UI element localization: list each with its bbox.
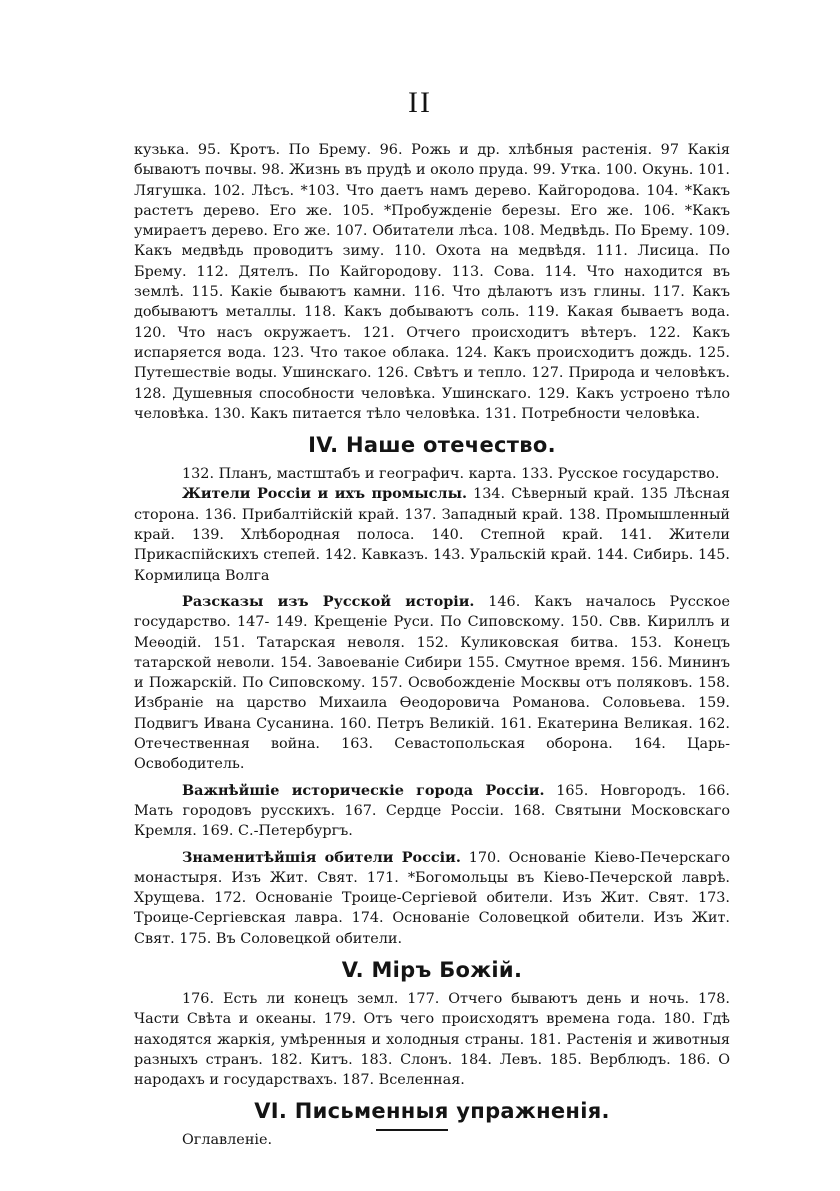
section6-heading: VI. Письменныя упражненія. [254, 1099, 610, 1124]
block-title: Разсказы изъ Русской исторіи. [182, 592, 475, 610]
section4-heading: IV. Наше отечество. [308, 433, 556, 458]
toc-entry: Оглавленіе. [182, 1132, 273, 1149]
block-text: 165. Новгородъ. 166. Мать городовъ русскихъ. 167. Сердце Россіи. 168. Святыни Московскаго Кремля. 169. С.-Петербургъ. [134, 782, 730, 840]
section4-intro: 132. Планъ, мастштабъ и географич. карта. 133. Русское государство. [182, 466, 720, 483]
block-text: 170. Основаніе Кіево-Печерскаго монастыря. Изъ Жит. Свят. 171. *Богомольцы въ Кіево-Печерской лаврѣ. Хрущева. 172. Основаніе Троице-Сергіевой обители. Изъ Жит. Свят. 173. Троице-Сергіевская лавра. 174. Основаніе Соловецкой обители. Изъ Жит. Свят. 175. Въ Соловецкой обители. [134, 849, 730, 947]
block-title: Жители Россіи и ихъ промыслы. [182, 485, 468, 503]
block-title: Важнѣйшіе историческіе города Россіи. [182, 781, 545, 799]
toc-content [134, 140, 730, 1151]
section4-block-2 [134, 592, 730, 775]
section3-tail: кузька. 95. Кротъ. По Брему. 96. Рожь и др. хлѣбныя растенія. 97 Какія бываютъ почвы. 98. Жизнь въ прудѣ и около пруда. 99. Утка. 100. Окунь. 101. Лягушка. 102. Лѣсъ. *103. Что даетъ намъ дерево. Кайгородова. 104. *Какъ растетъ дерево. Его же. 105. *Пробужденіе березы. Его же. 106. *Какъ умираетъ дерево. Его же. 107. Обитатели лѣса. 108. Медвѣдь. По Брему. 109. Какъ медвѣдь проводитъ зиму. 110. Охота на медвѣдя. 111. Лисица. По Брему. 112. Дятелъ. По Кайгородову. 113. Сова. 114. Что находится въ землѣ. 115. Какіе бываютъ камни. 116. Что дѣлаютъ изъ глины. 117. Какъ добываютъ металлы. 118. Какъ добываютъ соль. 119. Какая бываетъ вода. 120. Что насъ окружаетъ. 121. Отчего происходитъ вѣтеръ. 122. Какъ испаряется вода. 123. Что такое облака. 124. Какъ происходитъ дождь. 125. Путешествіе воды. Ушинскаго. 126. Свѣтъ и тепло. 127. Природа и человѣкъ. 128. Душевныя способности человѣка. Ушинскаго. 129. Какъ устроено тѣло человѣка. 130. Какъ питается тѣло человѣка. 131. Потребности человѣка. [134, 142, 730, 422]
block-text: 146. Какъ началось Русское государство. 147- 149. Крещеніе Руси. По Сиповскому. 150. Свв. Кириллъ и Меѳодій. 151. Татарская неволя. 152. Куликовская битва. 153. Конецъ татарской неволи. 154. Завоеваніе Сибири 155. Смутное время. 156. Мининъ и Пожарскій. По Сиповскому. 157. Освобожденіе Москвы отъ поляковъ. 158. Избраніе на царство Михаила Ѳеодоровича Романова. Соловьева. 159. Подвигъ Ивана Сусанина. 160. Петръ Великій. 161. Екатерина Великая. 162. Отечественная война. 163. Севастопольская оборона. 164. Царь-Освободитель. [134, 593, 730, 773]
block-text: 134. Сѣверный край. 135 Лѣсная сторона. 136. Прибалтійскій край. 137. Западный край. 138. Промышленный край. 139. Хлѣбородная полоса. 140. Степной край. 141. Жители Прикаспійскихъ степей. 142. Кавказъ. 143. Уральскій край. 144. Сибирь. 145. Кормилица Волга [134, 486, 730, 584]
section5-heading: V. Міръ Божій. [341, 957, 523, 982]
section4-block-4 [134, 848, 730, 949]
closing-rule [376, 1129, 448, 1131]
section4-block-1 [134, 484, 730, 585]
block-title: Знаменитѣйшія обители Россіи. [182, 848, 461, 866]
section5-text: 176. Есть ли конецъ земл. 177. Отчего бываютъ день и ночь. 178. Части Свѣта и океаны. 179. Отъ чего происходятъ времена года. 180. Гдѣ находятся жаркія, умѣренныя и холодныя страны. 181. Растенія и животныя разныхъ странъ. 182. Китъ. 183. Слонъ. 184. Левъ. 185. Верблюдъ. 186. О народахъ и государствахъ. 187. Вселенная. [134, 990, 730, 1089]
section4-block-3 [134, 781, 730, 842]
page-number: II [408, 86, 432, 119]
